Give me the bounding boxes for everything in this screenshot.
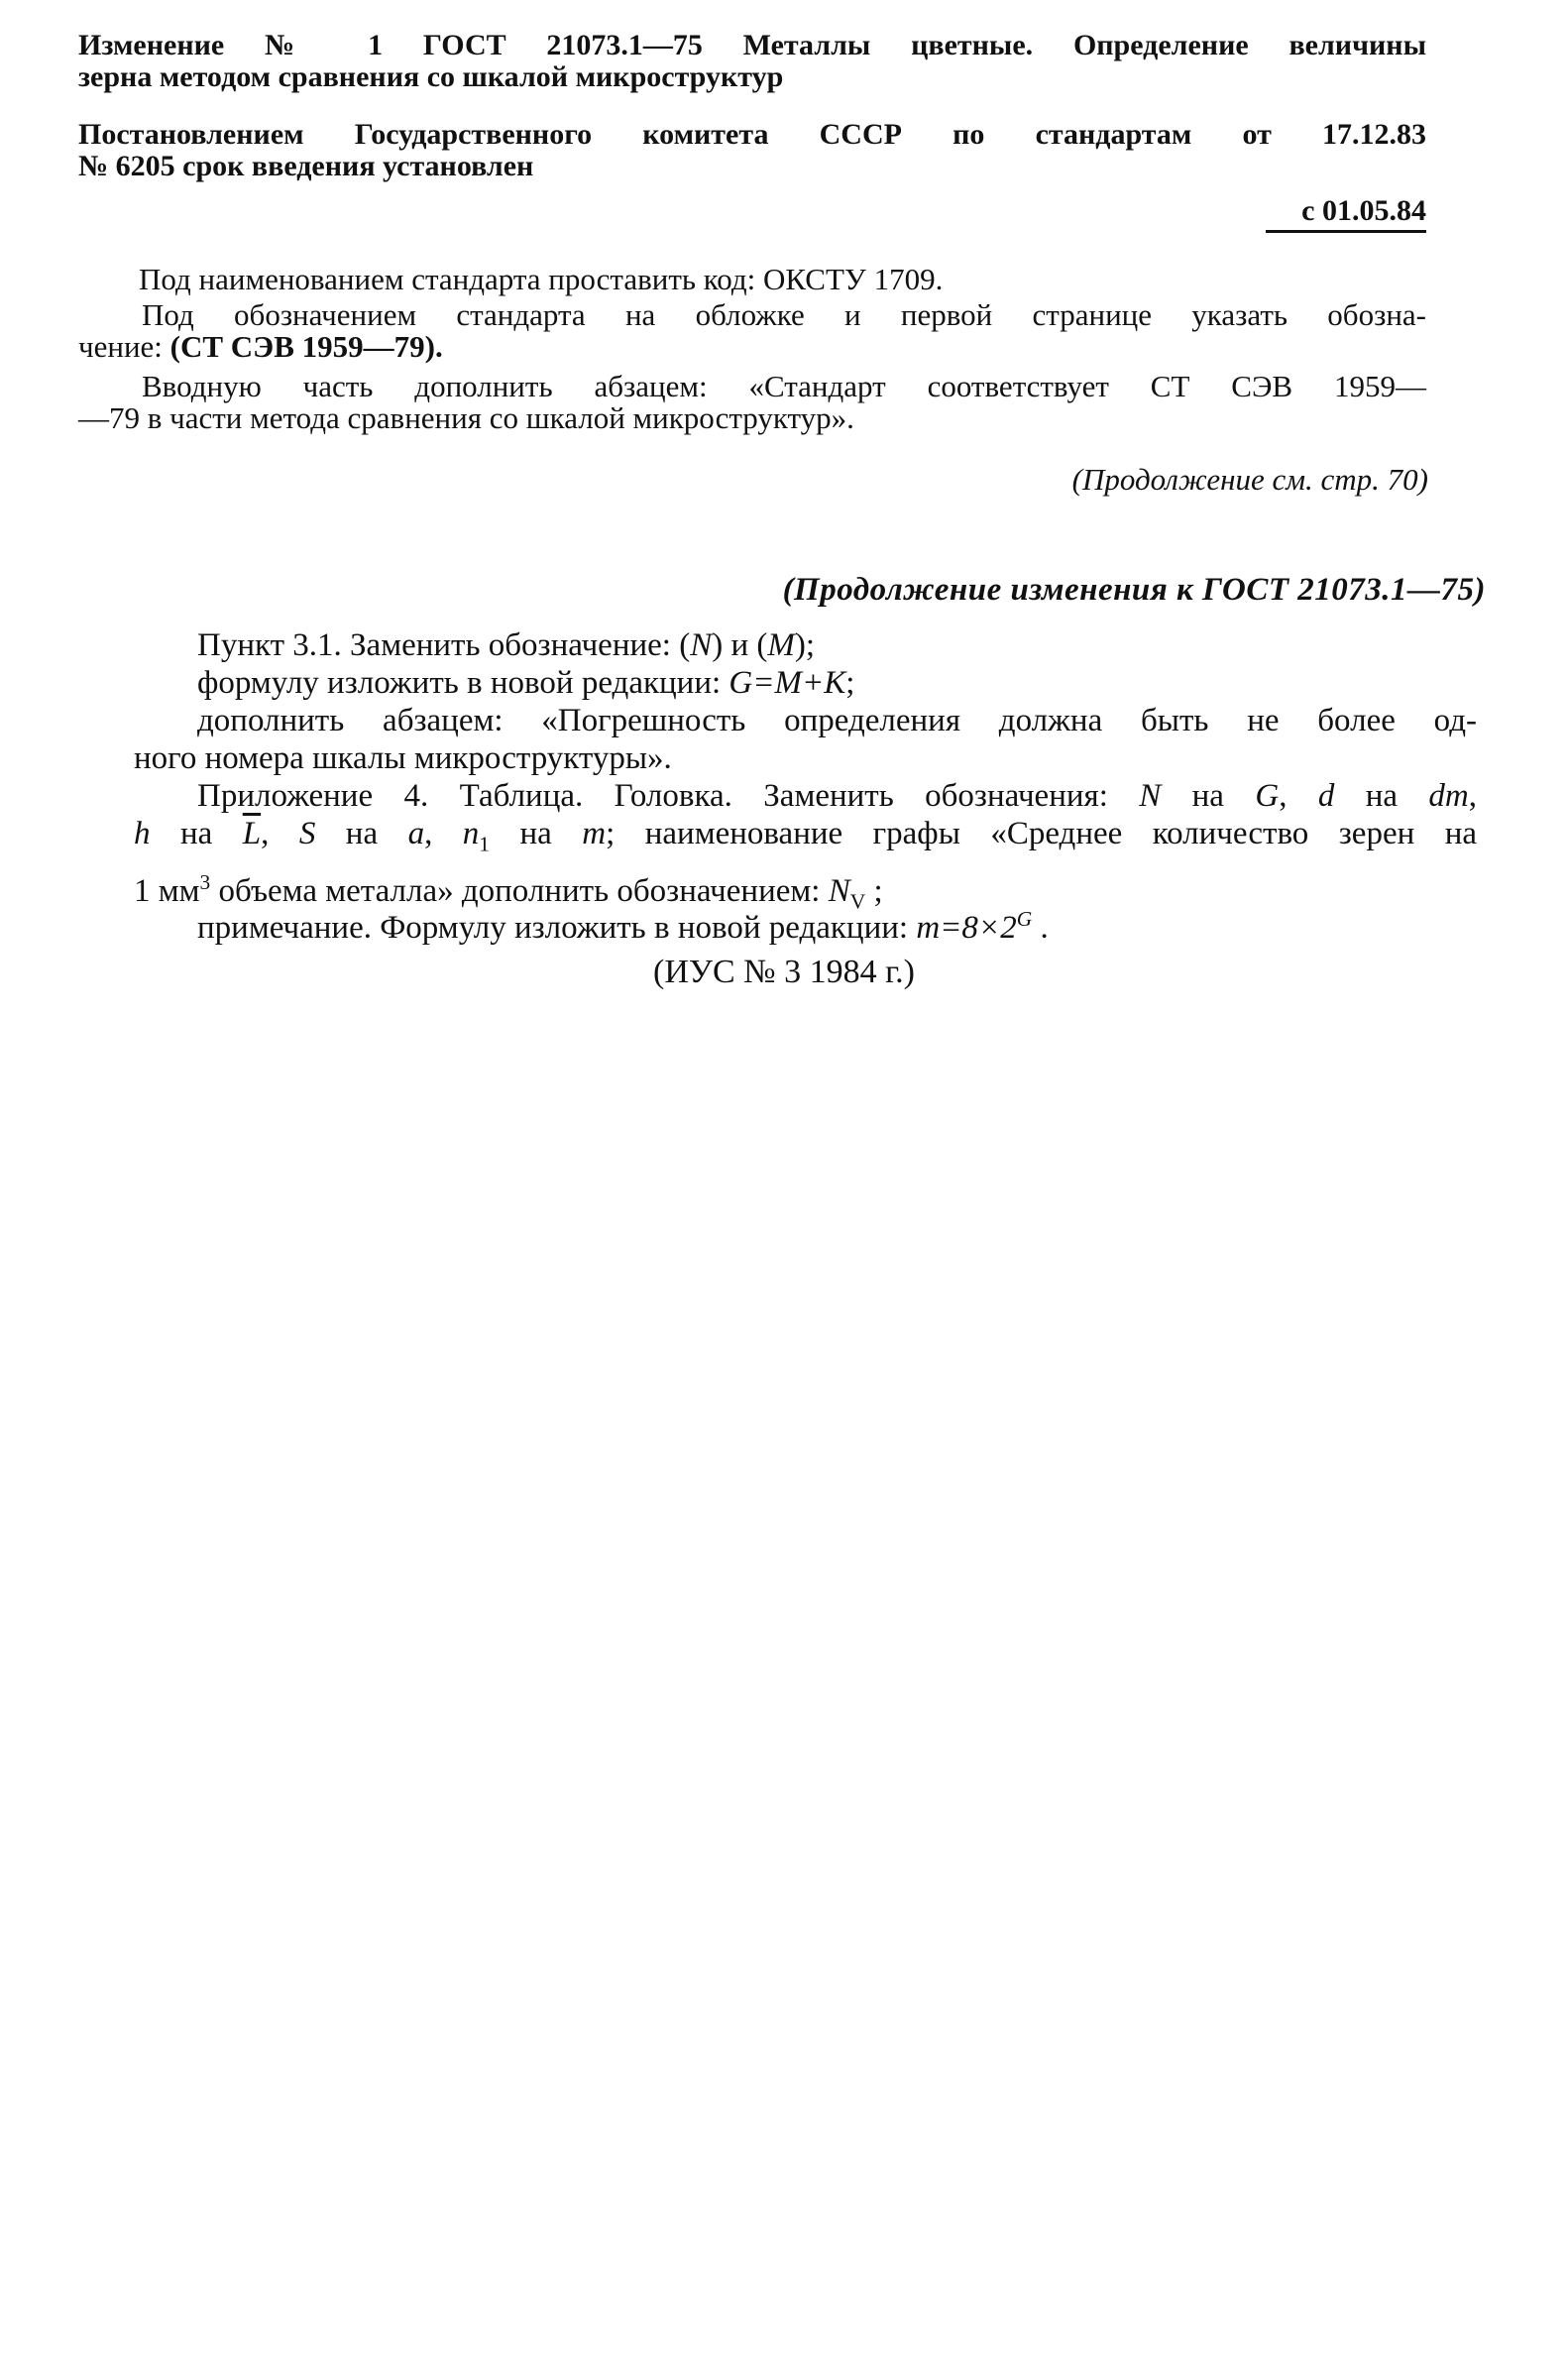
paragraph-introduction-line-1: Вводную часть дополнить абзацем: «Стандарт соответствует СТ СЭВ 1959— (142, 369, 1426, 403)
decree-line-2: № 6205 срок введения установлен (78, 150, 534, 182)
amendment-heading (78, 30, 1426, 93)
paragraph-accuracy-line-2: ного номера шкалы микроструктуры». (134, 740, 672, 776)
paragraph-introduction-line-2: —79 в части метода сравнения со шкалой микроструктур». (78, 400, 854, 435)
decree-line-1: Постановлением Государственного комитета СССР по стандартам от 17.12.83 (78, 118, 1426, 151)
amendment-heading-line-2: зерна методом сравнения со шкалой микроструктур (78, 60, 784, 93)
continuation-title: (Продолжение изменения к ГОСТ 21073.1—75) (782, 572, 1486, 608)
paragraph-clause-3-1: Пункт 3.1. Заменить обозначение: (N) и (M); (197, 627, 816, 663)
paragraph-appendix-4: Приложение 4. Таблица. Головка. Заменить обозначения: N на G, d на dm, h на $\overline{L}$, S на a, $n_1$ на m; наименование графы «Среднее количество зерен на 1 $мм^3$ объема металла» дополнить обозначением: $N_V$ ; (134, 778, 1478, 914)
formula-m-8x2g: m=8×2 (916, 910, 1017, 946)
paragraph-note-formula: примечание. Формулу изложить в новой редакции: $m=8\times 2^G$ . (197, 907, 1049, 946)
continued-on-page-note: (Продолжение см. стр. 70) (1071, 462, 1428, 497)
effective-date: с 01.05.84 (1301, 194, 1426, 227)
paragraph-formula-new-edition: формулу изложить в новой редакции: G=M+K; (197, 665, 855, 701)
paragraph-okstu-code: Под наименованием стандарта проставить код: ОКСТУ 1709. (139, 262, 944, 296)
paragraph-cover-designation-line-2: чение: (78, 329, 170, 364)
ius-reference: (ИУС № 3 1984 г.) (653, 954, 915, 990)
amendment-heading-line-1: Изменение № 1 ГОСТ 21073.1—75 Металлы цветные. Определение величины (78, 29, 1426, 61)
paragraph-accuracy-line-1: дополнить абзацем: «Погрешность определения должна быть не более од- (197, 703, 1477, 738)
effective-date-underline (1266, 230, 1426, 233)
paragraph-accuracy-addition (134, 702, 1477, 777)
st-sev-designation: (СТ СЭВ 1959—79). (169, 329, 443, 364)
paragraph-cover-designation (78, 299, 1426, 363)
paragraph-introduction-addition (78, 371, 1426, 434)
paragraph-cover-designation-line-1: Под обозначением стандарта на обложке и первой странице указать обозна- (142, 297, 1426, 332)
decree-statement (78, 119, 1426, 182)
formula-g-m-k: G=M+K (728, 665, 846, 701)
